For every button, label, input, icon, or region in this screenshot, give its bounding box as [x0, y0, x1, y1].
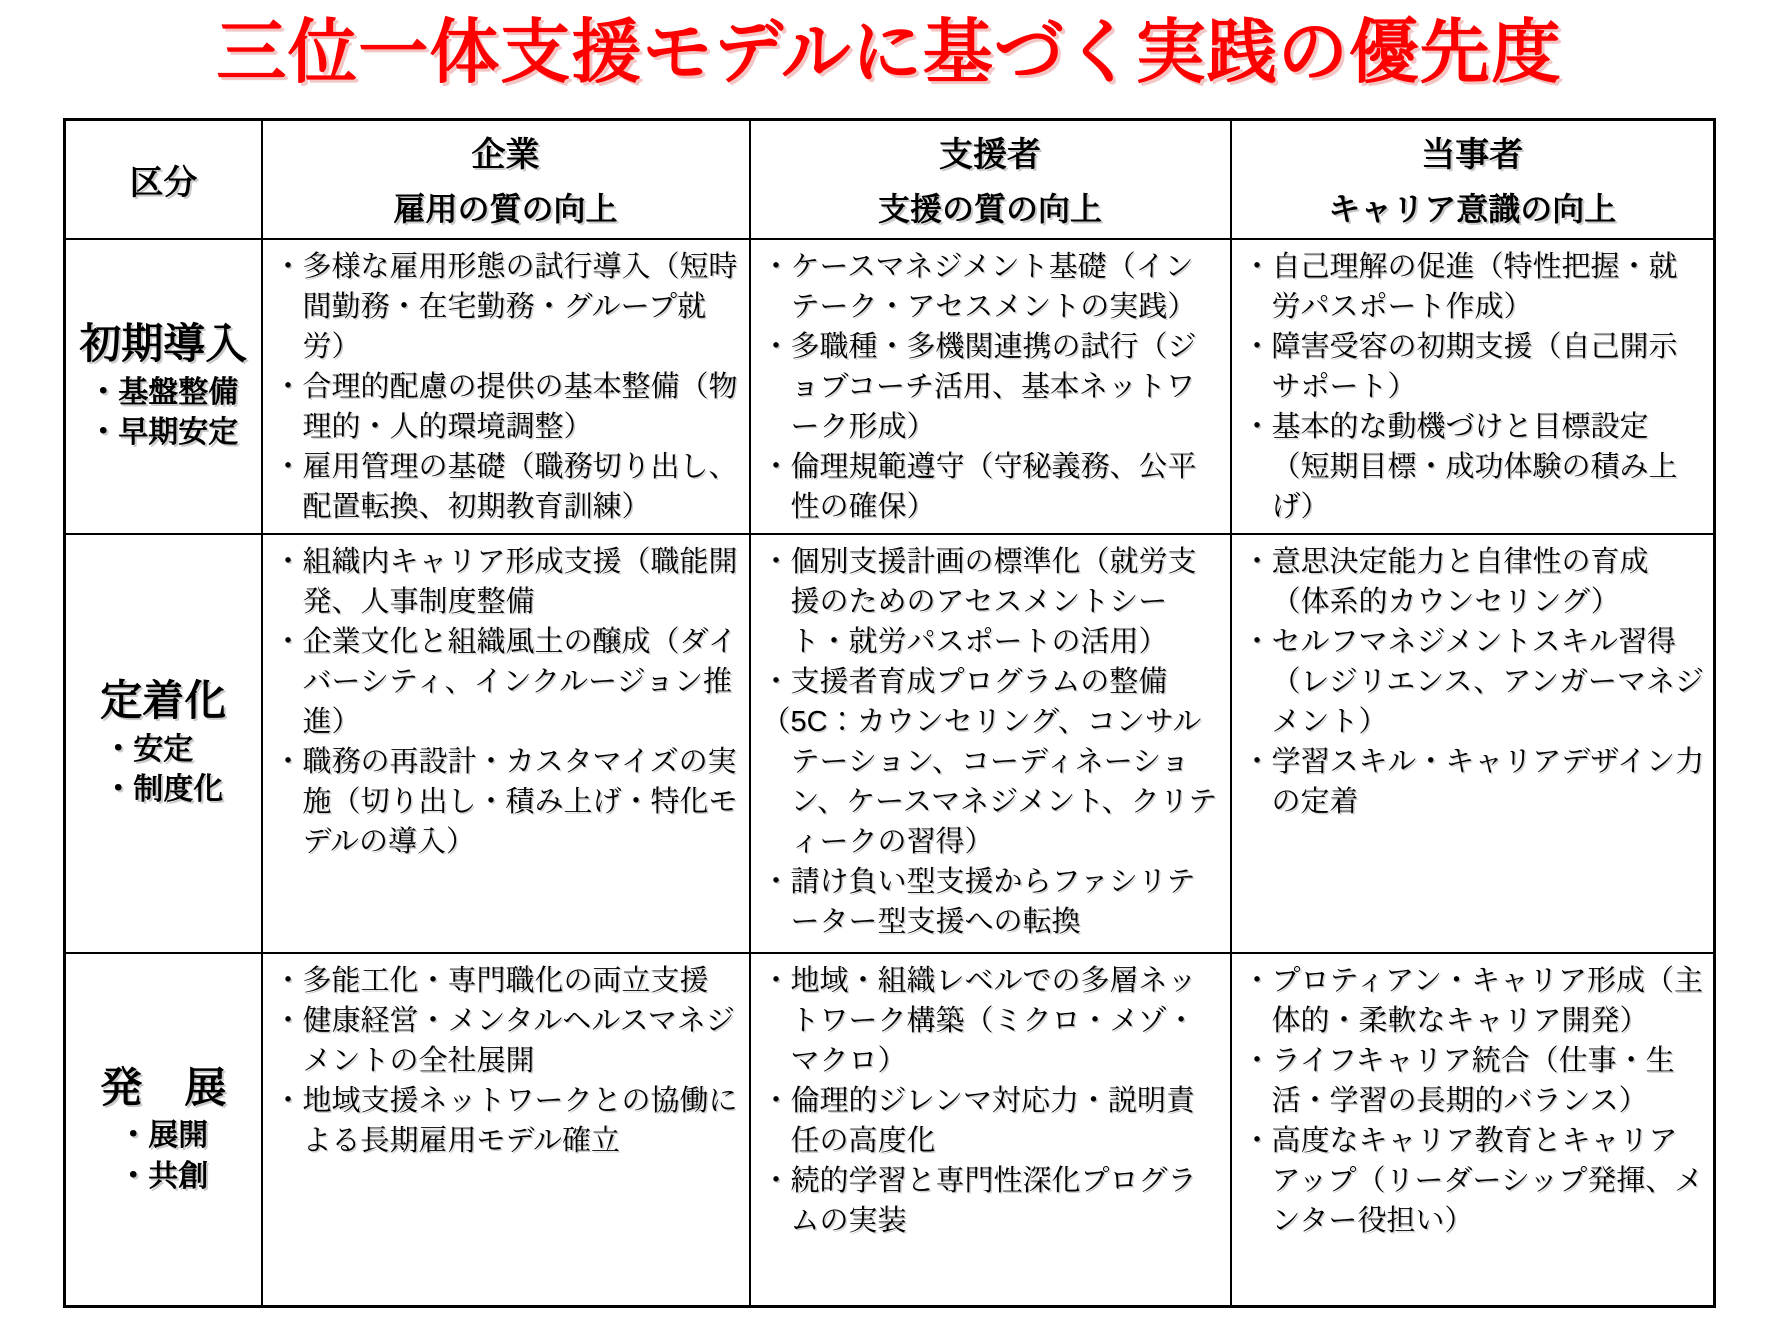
practice-item: ・ケースマネジメント基礎（インテーク・アセスメントの実践） [761, 250, 1197, 323]
practice-item: ・倫理的ジレンマ対応力・説明責任の高度化 [761, 1084, 1196, 1157]
cell-retention-company [262, 534, 750, 953]
page-title: 三位一体支援モデルに基づく実践の優先度 [216, 13, 1562, 91]
practice-item: ・請け負い型支援からファシリテーター型支援への転換 [761, 865, 1196, 938]
stage-cell-development [65, 953, 262, 1307]
practice-item: （5C：カウンセリング、コンサルテーション、コーディネーション、ケースマネジメント、クリティークの習得） [761, 705, 1218, 858]
practice-item: ・セルフマネジメントスキル習得（レジリエンス、アンガーマネジメント） [1242, 625, 1705, 738]
column-header-person-inner [1232, 122, 1714, 237]
column-subtitle: キャリア意識の向上 [1328, 190, 1617, 227]
practice-item: ・合理的配慮の提供の基本整備（物理的・人的環境調整） [273, 370, 738, 443]
corner-header: 区分 [65, 120, 262, 239]
column-header-company-inner [263, 122, 749, 237]
practice-item: ・地域支援ネットワークとの協働による長期雇用モデル確立 [273, 1084, 738, 1157]
column-header-company [262, 120, 750, 239]
column-name: 企業 [471, 135, 540, 174]
priority-table [63, 118, 1716, 1308]
practice-item: ・多能工化・専門職化の両立支援 [273, 964, 709, 997]
practice-item: ・障害受容の初期支援（自己開示サポート） [1242, 330, 1678, 403]
cell-initial-supporter [750, 239, 1231, 534]
stage-point: ・制度化 [103, 773, 224, 807]
column-header-person [1231, 120, 1715, 239]
practice-item: ・高度なキャリア教育とキャリアアップ（リーダーシップ発揮、メンター役担い） [1242, 1124, 1704, 1237]
column-subtitle: 支援の質の向上 [877, 190, 1102, 227]
practice-item: ・地域・組織レベルでの多層ネットワーク構築（ミクロ・メゾ・マクロ） [761, 964, 1197, 1077]
column-name: 当事者 [1421, 135, 1524, 174]
stage-name: 定着化 [100, 677, 227, 725]
practice-item: ・個別支援計画の標準化（就労支援のためのアセスメントシート・就労パスポートの活用） [761, 545, 1197, 658]
practice-item: ・ライフキャリア統合（仕事・生活・学習の長期的バランス） [1242, 1044, 1675, 1117]
stage-point: ・共創 [118, 1159, 209, 1193]
practice-item: ・職務の再設計・カスタマイズの実施（切り出し・積み上げ・特化モデルの導入） [273, 745, 738, 858]
stage-point: ・基盤整備 [88, 375, 239, 409]
cell-retention-person [1231, 534, 1715, 953]
practice-item: ・雇用管理の基礎（職務切り出し、配置転換、初期教育訓練） [273, 450, 738, 523]
column-header-supporter [750, 120, 1231, 239]
cell-retention-supporter [750, 534, 1231, 953]
stage-cell-initial [65, 239, 262, 534]
table-row-retention [65, 534, 1715, 953]
stage-point: ・安定 [103, 732, 194, 766]
practice-item: ・組織内キャリア形成支援（職能開発、人事制度整備 [273, 545, 738, 618]
cell-development-company [262, 953, 750, 1307]
practice-item: ・企業文化と組織風土の醸成（ダイバーシティ、インクルージョン推進） [273, 625, 737, 738]
practice-item: ・自己理解の促進（特性把握・就労パスポート作成） [1242, 250, 1678, 323]
stage-name: 初期導入 [79, 320, 248, 368]
practice-item: ・プロティアン・キャリア形成（主体的・柔軟なキャリア開発） [1242, 964, 1704, 1037]
cell-initial-person [1231, 239, 1715, 534]
stage-points [118, 1116, 208, 1197]
stage-points [103, 730, 223, 811]
practice-item: ・学習スキル・キャリアデザイン力の定着 [1242, 745, 1705, 818]
cell-initial-company [262, 239, 750, 534]
column-name: 支援者 [939, 135, 1041, 174]
header-row [65, 120, 1715, 239]
practice-item: ・多職種・多機関連携の試行（ジョブコーチ活用、基本ネットワーク形成） [761, 330, 1197, 443]
practice-item: ・支援者育成プログラムの整備 [761, 665, 1168, 698]
practice-item: ・倫理規範遵守（守秘義務、公平性の確保） [761, 450, 1197, 523]
practice-item: ・基本的な動機づけと目標設定（短期目標・成功体験の積み上げ） [1242, 410, 1678, 523]
column-subtitle: 雇用の質の向上 [393, 190, 618, 227]
stage-name: 発 展 [100, 1063, 227, 1111]
practice-item: ・意思決定能力と自律性の育成（体系的カウンセリング） [1242, 545, 1649, 618]
cell-development-supporter [750, 953, 1231, 1307]
table-row-development [65, 953, 1715, 1307]
table-row-initial [65, 239, 1715, 534]
stage-cell-retention [65, 534, 262, 953]
column-header-supporter-inner [751, 122, 1230, 237]
practice-item: ・健康経営・メンタルヘルスマネジメントの全社展開 [273, 1004, 735, 1077]
practice-item: ・続的学習と専門性深化プログラムの実装 [761, 1164, 1197, 1237]
stage-point: ・早期安定 [88, 416, 239, 450]
cell-development-person [1231, 953, 1715, 1307]
stage-point: ・展開 [118, 1119, 209, 1152]
stage-points [88, 373, 238, 454]
practice-item: ・多様な雇用形態の試行導入（短時間勤務・在宅勤務・グループ就労） [273, 250, 738, 363]
